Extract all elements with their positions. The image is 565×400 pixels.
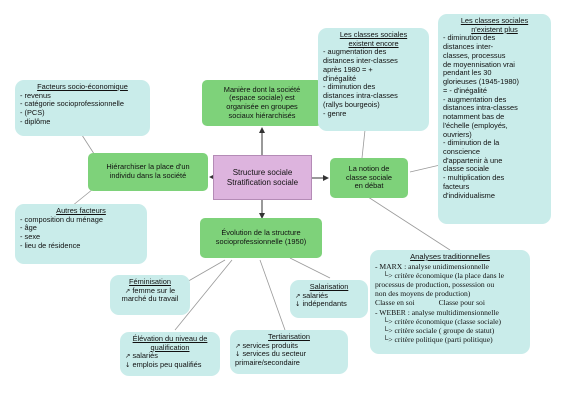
salarisation-item [295, 300, 363, 309]
classes-encore-lines [323, 48, 424, 118]
classes-plus-title2: n'existent plus [471, 24, 518, 34]
maniere-line3: organisée en groupes [226, 102, 298, 111]
text-line: pendant les 30 [443, 68, 492, 78]
classes-encore-title1: Les classes sociales [339, 30, 408, 39]
notion-line2: classe sociale [345, 172, 392, 182]
classe-pour-soi: Classe pour soi [438, 298, 485, 308]
evolution-line2: socioprofessionnelle (1950) [215, 237, 307, 246]
marx-critere-line: processus de production, possession ou [375, 280, 495, 290]
elevation-item1: salariés [132, 351, 158, 361]
classes-plus-title1: Les classes sociales [460, 16, 529, 25]
facteurs-socio-box [15, 80, 150, 136]
marx-line: - MARX : analyse unidimensionnelle [375, 261, 489, 271]
arrow-down-icon: ↓ [235, 350, 241, 359]
facteurs-socio-list [20, 92, 145, 127]
list-item: - lieu de résidence [20, 242, 142, 251]
text-line: d'appartenir à une [443, 155, 503, 165]
notion-line3: en débat [354, 181, 384, 191]
tertiarisation-item1: services produits [242, 340, 298, 350]
link-evo-salar [290, 258, 330, 278]
elevation-item2: emplois peu qualifiés [132, 360, 202, 370]
list-item: - revenus [20, 92, 145, 101]
hierarchiser-line1: Hiérarchiser la place d'un [106, 162, 190, 172]
salarisation-item1: salariés [302, 290, 328, 300]
maniere-line4: sociaux hiérarchisés [228, 110, 296, 120]
salarisation-item2: indépendants [302, 299, 347, 309]
feminisation-line2: marché du travail [121, 294, 179, 304]
arrow-up-icon: ↗ [295, 291, 301, 300]
marx-critere-line: non des moyens de production) [375, 289, 471, 299]
center-box [213, 155, 312, 200]
maniere-box [202, 80, 322, 126]
text-line: glorieuses (1945-1980) [443, 77, 520, 87]
elevation-box [120, 332, 220, 376]
link-notion-plus [410, 165, 440, 172]
text-line: d'individualisme [443, 190, 495, 200]
elevation-title1: Élévation du niveau de [132, 334, 208, 343]
elevation-title2: qualification [150, 342, 190, 352]
arrow-up-icon: ↗ [124, 286, 131, 295]
classes-plus-lines [443, 34, 546, 200]
list-item: - catégorie socioprofessionnelle [20, 100, 145, 109]
arrow-up-icon: ↗ [235, 341, 241, 350]
text-line: - diminution de la [443, 138, 500, 148]
list-item: - composition du ménage [20, 216, 142, 225]
text-line: ouvriers) [443, 129, 472, 139]
text-line: classe sociale [443, 164, 490, 174]
maniere-line1: Manière dont la société [223, 84, 301, 94]
classe-row [375, 298, 525, 307]
text-line: facteurs [443, 181, 470, 191]
classes-encore-box [318, 28, 429, 131]
list-item: - âge [20, 224, 142, 233]
analyses-box [370, 250, 530, 354]
feminisation-title: Féminisation [129, 277, 171, 286]
analyses-title: Analyses traditionnelles [410, 252, 490, 261]
text-line: après 1980 = + [323, 64, 373, 74]
hierarchiser-box [88, 153, 208, 191]
text-line: = - d'inégalité [443, 85, 487, 95]
list-item: - diplôme [20, 118, 145, 127]
arrow-up-icon: ↗ [125, 352, 131, 361]
link-evo-tert [260, 260, 285, 330]
feminisation-box [110, 275, 190, 315]
text-line: notamment bas de [443, 112, 505, 122]
tertiarisation-item3: primaire/secondaire [235, 358, 300, 368]
text-line: - genre [323, 108, 347, 118]
salarisation-title: Salarisation [309, 282, 349, 291]
text-line: - augmentation des [443, 94, 507, 104]
arrow-down-icon: ↓ [125, 361, 131, 370]
analyses-body [375, 262, 525, 344]
text-line: - multiplication des [443, 173, 505, 183]
hierarchiser-line2: individu dans la société [109, 171, 187, 180]
text-line: distances intra-classes [443, 103, 518, 113]
tertiarisation-item2: services du secteur [242, 349, 307, 359]
feminisation-text: femme sur le [132, 285, 176, 295]
link-evo-femin [185, 260, 225, 283]
elevation-item [125, 361, 215, 370]
text-line: l'échelle (employés, [443, 120, 508, 130]
classes-encore-title2: existent encore [348, 38, 399, 48]
text-line: distances inter- [443, 42, 494, 52]
weber-line: - WEBER : analyse multidimensionnelle [375, 307, 499, 317]
notion-line1: La notion de [348, 163, 390, 173]
evolution-line1: Évolution de la structure [221, 228, 301, 238]
maniere-line2: (espace sociale) est [229, 93, 295, 103]
classes-plus-box [438, 14, 551, 224]
tertiarisation-title: Tertiarisation [268, 332, 310, 341]
salarisation-box [290, 280, 368, 318]
classe-en-soi: Classe en soi [375, 298, 415, 308]
list-item: - sexe [20, 233, 142, 242]
weber-critere-line: └> critère économique (classe sociale) [383, 316, 502, 326]
marx-critere-line: └> critère économique (la place dans le [383, 271, 504, 281]
list-item: - (PCS) [20, 109, 145, 118]
text-line: d'inégalité [323, 73, 357, 83]
text-line: - augmentation des [323, 47, 387, 57]
text-line: classes, processus [443, 50, 506, 60]
text-line: de moyennisation vrai [443, 59, 515, 69]
facteurs-socio-title: Facteurs socio-économique [37, 82, 128, 91]
arrow-down-icon: ↓ [295, 300, 301, 309]
link-notion-encore [362, 130, 365, 158]
center-line2: Stratification sociale [226, 177, 299, 187]
weber-critere-line: └> critère politique (parti politique) [383, 334, 493, 344]
autres-facteurs-title: Autres facteurs [56, 206, 106, 215]
text-line: distances inter-classes [323, 56, 398, 66]
center-line1: Structure sociale [232, 168, 293, 178]
autres-facteurs-box [15, 204, 147, 264]
tertiarisation-box [230, 330, 348, 374]
notion-box [330, 158, 408, 198]
text-line: (rallys bourgeois) [323, 99, 380, 109]
autres-facteurs-list [20, 216, 142, 251]
weber-critere-line: └> critère sociale ( groupe de statut) [383, 325, 495, 335]
evolution-box [200, 218, 322, 258]
text-line: distances intra-classes [323, 91, 398, 101]
text-line: - diminution des [323, 82, 376, 92]
text-line: - diminution des [443, 33, 496, 43]
text-line: conscience [443, 147, 480, 157]
